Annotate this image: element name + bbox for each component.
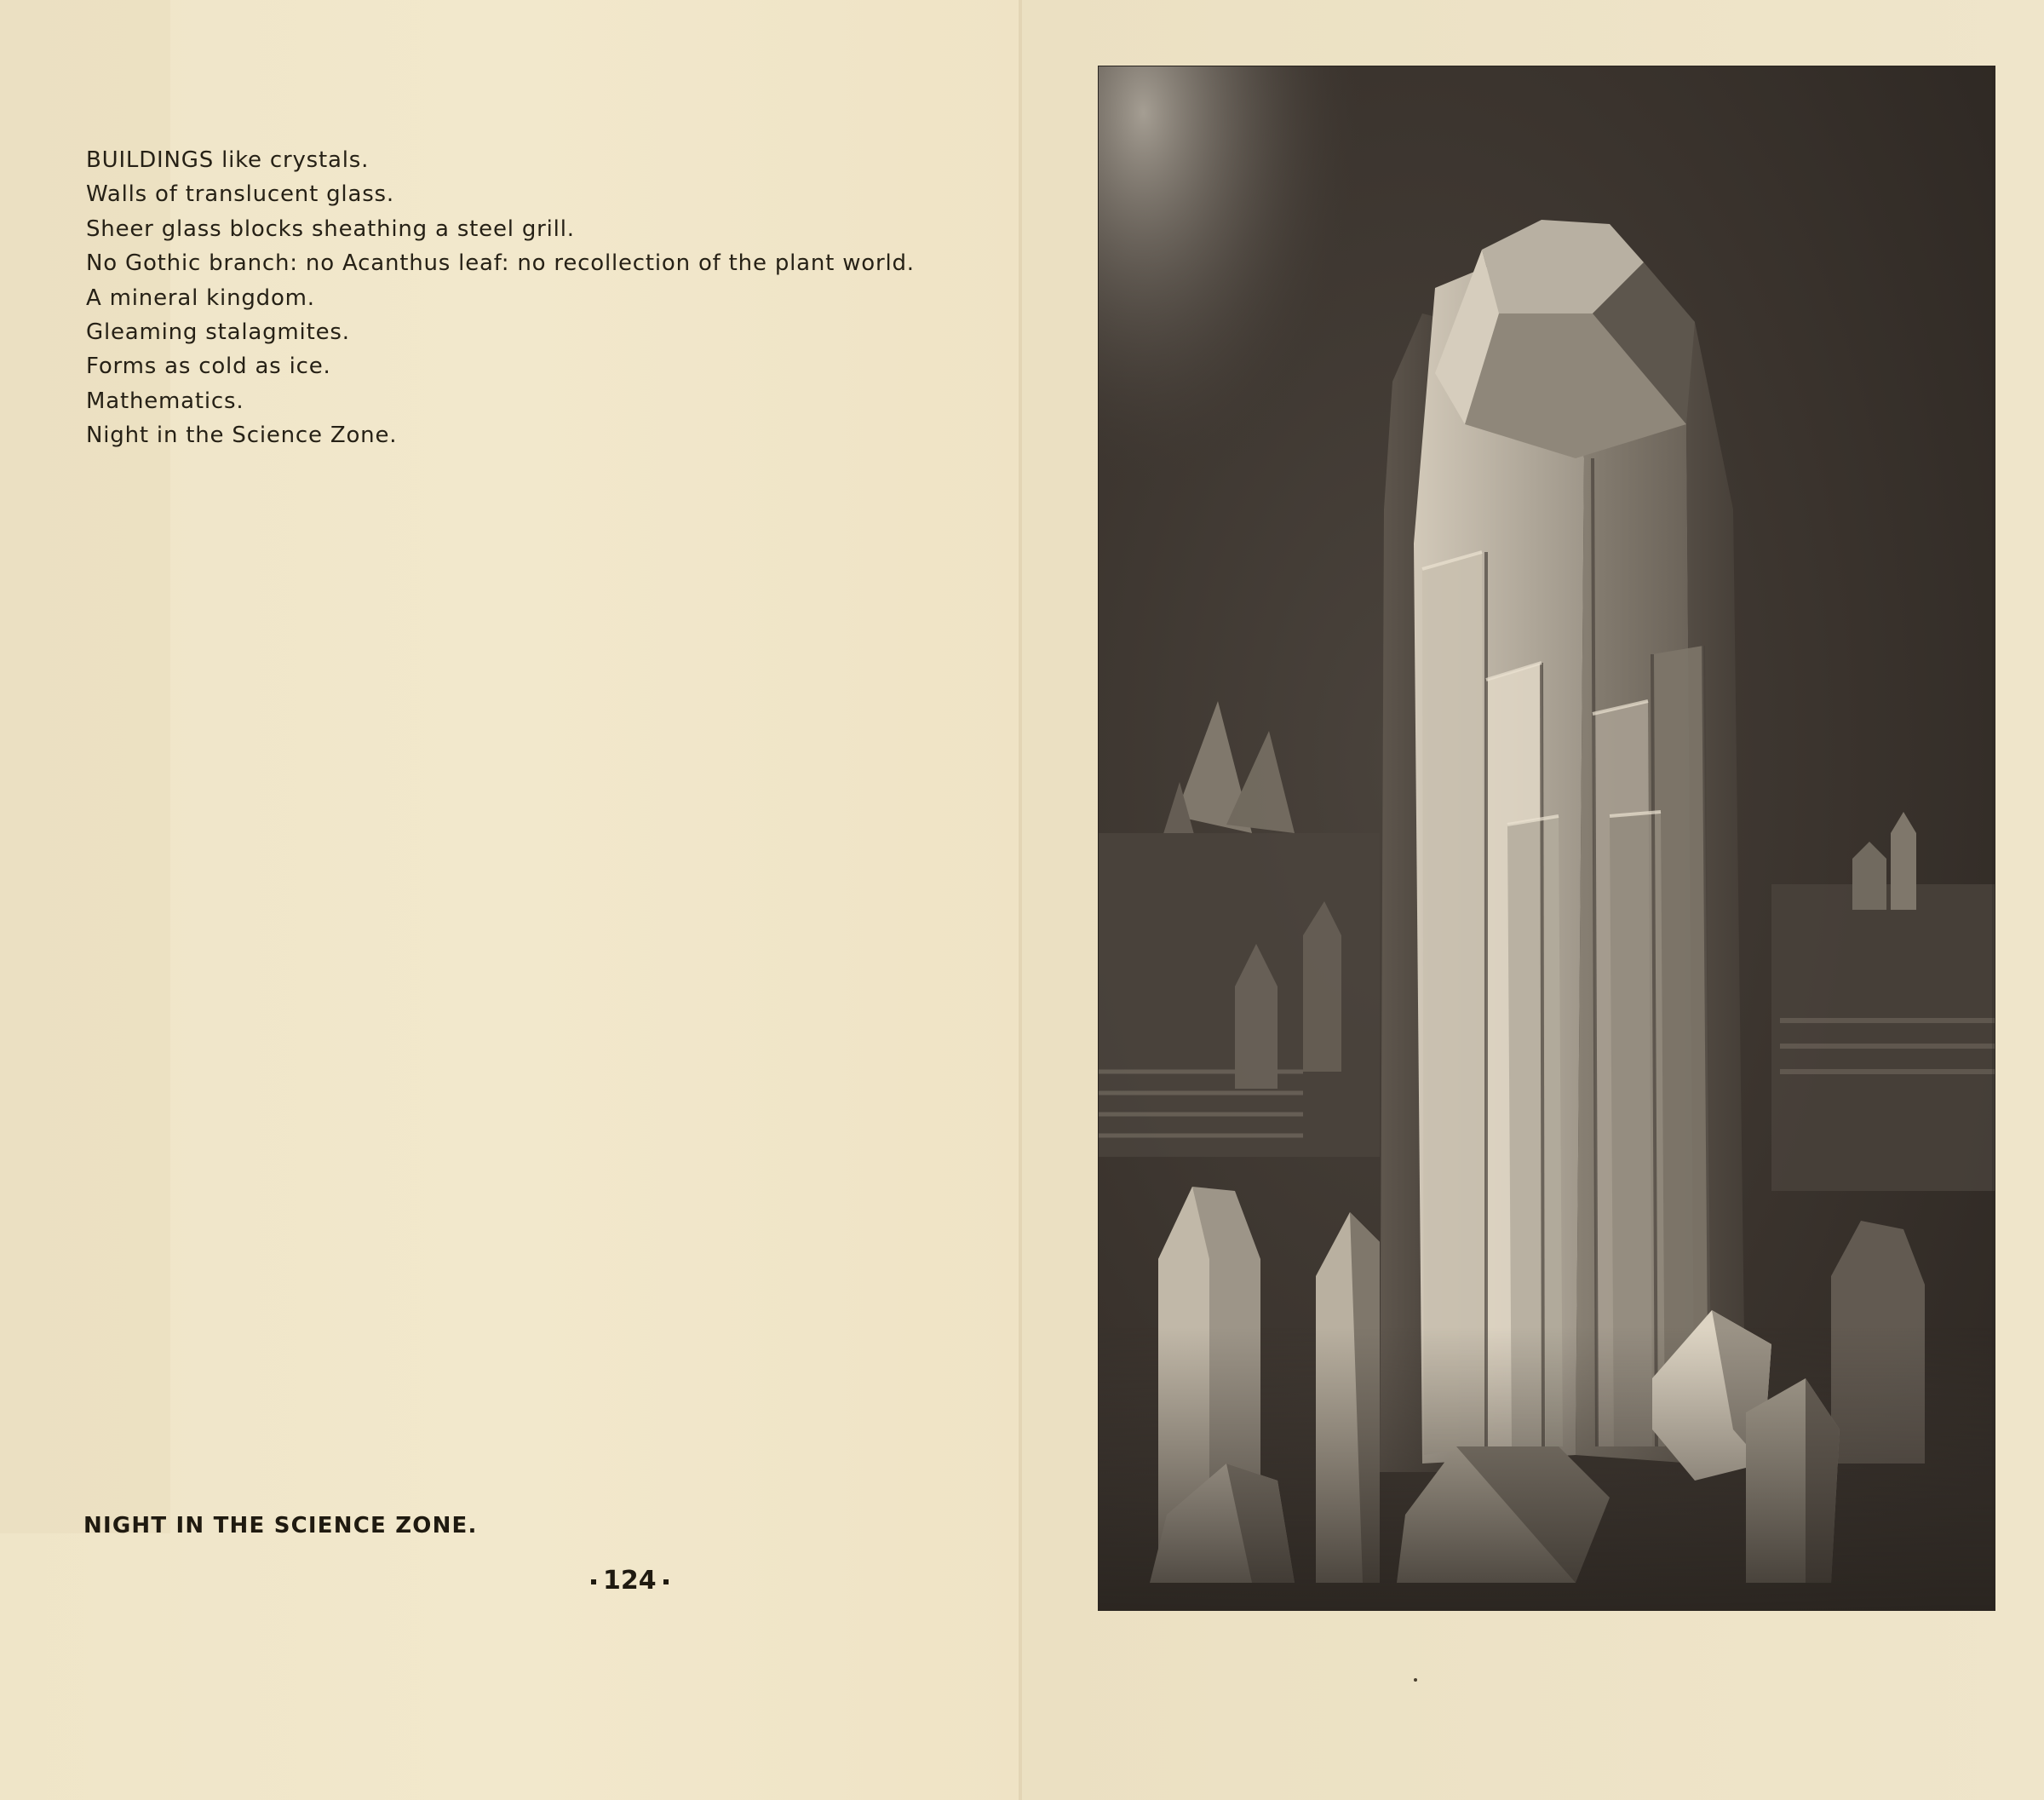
poem-line: Gleaming stalagmites. (86, 319, 350, 345)
poem-line: Mathematics. (86, 388, 244, 414)
paper-speck (1414, 1678, 1417, 1682)
illustration-plate (1099, 66, 1995, 1610)
poem-line: Forms as cold as ice. (86, 354, 331, 380)
page-number (584, 1566, 675, 1596)
poem-line: No Gothic branch: no Acanthus leaf: no recollection of the plant world. (86, 250, 915, 277)
page-number-right-dot (663, 1579, 669, 1584)
crystal-tower-illustration (1099, 66, 1995, 1610)
main-tower (1380, 220, 1746, 1472)
poem-line: Walls of translucent glass. (86, 181, 394, 208)
poem-line: Night in the Science Zone. (86, 423, 398, 449)
plate-caption: NIGHT IN THE SCIENCE ZONE. (83, 1513, 478, 1538)
poem-line: BUILDINGS like crystals. (86, 147, 370, 173)
page-number-value: 124 (603, 1566, 657, 1596)
page-number-left-dot (591, 1579, 596, 1584)
poem-line: Sheer glass blocks sheathing a steel grill. (86, 216, 575, 242)
poem-text (86, 143, 980, 453)
poem-line: A mineral kingdom. (86, 285, 315, 311)
